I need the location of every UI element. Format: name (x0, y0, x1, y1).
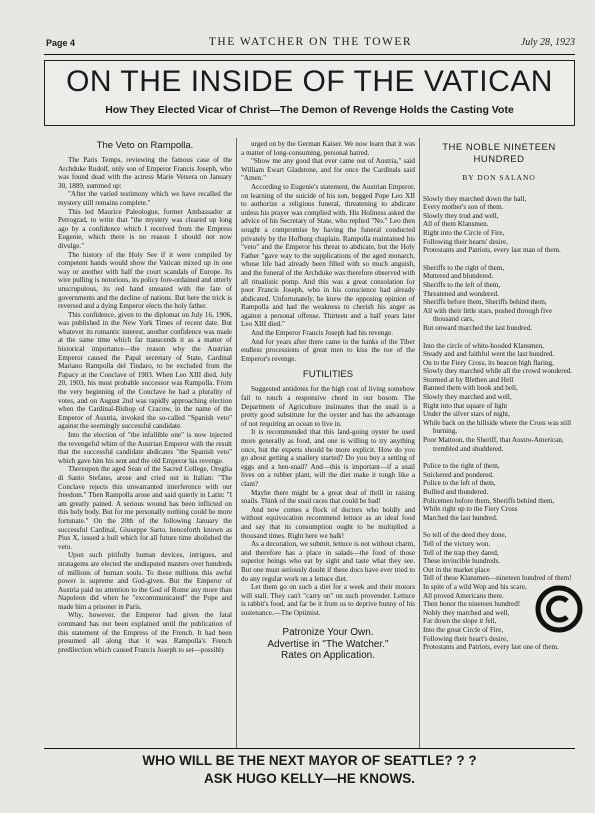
poem-line: In spite of a wild Wop and his scare, (423, 582, 527, 591)
masthead: THE WATCHER ON THE TOWER (208, 36, 413, 48)
poem-line: Tell of the victory won. (423, 539, 491, 548)
headline-box (44, 60, 575, 126)
column-divider (419, 138, 420, 748)
poem-line: Tell of these Klansmen—nineteen hundred of them! (423, 574, 572, 583)
poem-line: Muttered and blundered. (423, 272, 494, 281)
poem-line: Sheriffs to the left of them, (423, 280, 501, 289)
poem-line: Nobly they marched and well, (423, 608, 510, 617)
paragraph: The history of the Holy See if it were compiled by competent hands would show the Vatican mixed up in one way or another with half the court scandals of Europe. Its wire pulling is notorious, its policy fore-ordained and utterly unscrupulous, its red hand smeared with the fate of governments and the decline of nations. But here the trick is reversed and a dying Emperor elects the holy father. (58, 250, 232, 311)
footer-rule (44, 748, 575, 749)
paragraph: Into the election of "the infallible one" is now injected the revengeful whim of the Austrian Emperor with the result that the successful candidate abdicates "the Spanish veto" which gave him his sent and the old Emperor his revenge. (58, 431, 232, 465)
poem-line: Banned them with book and bell, (423, 384, 518, 393)
article-continuation (241, 140, 415, 363)
poem-line: Under the silver stars of night, (423, 410, 510, 419)
poem-line: Steady and and faithful went the last hundred. (423, 350, 555, 359)
poem-line: Stormed at by Blethen and Hell (423, 375, 514, 384)
poem-line: Poor Mattoon, the Sheriff, that Austro-American, trembled and shuddered. (423, 436, 564, 453)
header-rule (44, 54, 575, 55)
poem-stanza (423, 342, 575, 454)
poem-line: Following their heart's desire, (423, 634, 508, 643)
poem-line: Snickered and pondered. (423, 470, 494, 479)
poem-line: Then honor the nineteen hundred! (423, 600, 521, 609)
poem-line: So tell of the deed they done, (423, 531, 507, 540)
poem-line: Sheriffs to the right of them, (423, 263, 505, 272)
paragraph: "After the varied testimony which we have recalled the mystery still remains complete." (58, 190, 232, 207)
paragraph: This led Maurice Paleologue, former Ambassador at Petrograd, to write that "the mystery was cleared up long ago by a confidence which I received from the Empress Eugenie, which there is no reason I should not now divulge." (58, 207, 232, 250)
poem-line: Slowly they marched down the hall, (423, 194, 527, 203)
paragraph: And the Emperor Francis Joseph had his revenge. (251, 329, 393, 338)
paragraph: urged on by the German Kaiser. We now learn that it was a matter of long-consuming, personal hatred. (241, 140, 415, 157)
article-body (241, 385, 415, 617)
poem-line: Police to the right of them, (423, 462, 500, 471)
poem-line: Following their hearts' desire, (423, 237, 508, 246)
paragraph: The Paris Temps, reviewing the famous case of the Archduke Rudolf, only son of Emperor Francis Joseph, who was found dead with the actress Marie Vetsera on January 30, 1889, summed up: (58, 156, 232, 190)
ad-line: Patronize Your Own. (282, 627, 374, 639)
poem-line: On to the Fiery Cross, its beacon high flaring, (423, 358, 554, 367)
poem-line: Marched the last hundred. (423, 513, 498, 522)
paragraph: "Show me any good that ever came out of Austria," said William Ewart Gladstone, and for once the Cardinals said "Amen." (241, 157, 415, 183)
poem-line: Threatened and wondered. (423, 289, 499, 298)
paragraph: And for years after there came to the banks of the Tiber endless processions of great men to kiss the toe of the Emperor's revenge. (241, 337, 415, 363)
paragraph: Maybe there might be a great deal of thrill in raising snails. Think of the snail races that could be had! (241, 488, 415, 506)
poem-line: Police to the left of them, (423, 479, 496, 488)
poem-line: Slowly they marched and well, (423, 393, 512, 402)
poem-line: But onward marched the last hundred. (423, 323, 533, 332)
poem-line: Protestants and Patriots, every last man of them. (423, 246, 561, 255)
poem-line: Right into the Circle of Fire, (423, 228, 505, 237)
ad-line: Advertise in "The Watcher." (267, 638, 389, 650)
paragraph: This confidence, given to the diplomat on July 16, 1906, was published in the New York Times of recent date. But whatever its romantic interest, another confidence was made at the same time which far transcends it as a matter of historical importance—the reason why the Austrian Emperor caused the Papal secretary of State, Cardinal Mariano Rampolla del Tindaro, to be excluded from the Papacy at the Conclave of 1903. When Leo XIII died, July 20, 1903, his most probable successor was Rampolla. From the very beginning of the Conclave he had a plurality of votes, and on August 2nd was rapidly approaching election when the Cardinal-Bishop of Cracow, in the name of the Emperor of Austria, invoked the so-called "Spanish veto" against the seemingly successful candidate. (58, 310, 232, 431)
footer-line: WHO WILL BE THE NEXT MAYOR OF SEATTLE? ? ? (142, 753, 477, 768)
footer-ad (44, 752, 575, 788)
poem-line: Bullied and thundered. (423, 488, 489, 496)
poem-line: Into the circle of white-hooded Klansmen, (423, 341, 544, 350)
article-body (58, 156, 232, 654)
page-number: Page 4 (46, 38, 76, 48)
paragraph: And now comes a flock of doctors who boldly and without equivocation recommend lettuce as an ideal food and say that its consumption ought to be multiplied a thousand times. Right here we balk! (241, 505, 415, 540)
footer-line: ASK HUGO KELLY—HE KNOWS. (203, 771, 416, 786)
column-divider (236, 138, 237, 748)
poem-column (423, 140, 575, 748)
poem-line: Every mother's son of them. (423, 203, 504, 212)
poem-line: All proved Americans there. (423, 591, 504, 600)
advertisement (241, 627, 415, 662)
middle-column (241, 140, 415, 748)
paragraph: It is recommended that this land-going oyster be used more generally as food, and one is willing to try anything once, but the experts should be more explicit. How do you go about getting a snailery started? Do you buy a setting of eggs and a hen-snail? And—this is important—if a snail lives on a rubber plant, will the diet make it tough like a clam? (241, 428, 415, 488)
poem-line: While right up to the Fiery Cross (423, 505, 518, 514)
poem-line: Policemen before them, Sheriffs behind them, (423, 496, 555, 505)
poem-line: Protestants and Patriots, every last one of them. (423, 643, 559, 652)
ad-line: Rates on Application. (281, 650, 375, 662)
paragraph: Suggested antidotes for the high cost of living somehow fail to touch a responsive chord in our bosom. The Department of Agriculture insinuates that the snail is a pretty good substitute for the oyster and has the advantage of not requiring an ocean to live in. (241, 385, 415, 428)
poem-line: Tell of the trap they dared, (423, 548, 499, 557)
page-header (46, 36, 575, 52)
poem-line: Far down the slope it fell, (423, 617, 497, 626)
poem-line: Sheriffs before them, Sheriffs behind them, (423, 298, 547, 307)
poem-line: These invincible hundreds. (423, 557, 501, 566)
poem-line: All of them Klansmen. (423, 220, 489, 229)
paragraph: According to Eugenie's statement, the Austrian Emperor, on learning of the suicide of his son, begged Pope Leo XII to authorize a religious funeral, threatening to abdicate unless his prayer was complied with. His Holiness asked the advice of his Secretary of State, who replied "No." Leo then sought a compromise by having the funeral conducted privately by the Hofburg chaplain. Rampolla maintained his "veto" and the Emperor his threat to abdicate, but the Holy Father "gave way to the supplications of the aged monarch, whose life had already been filled with so much anguish, and the funeral of the Archduke was therefore observed with all ritualistic pomp. And this was a great consolation for poor Francis Joseph, who in his conscience had already abdicated. Unfortunately, he knew the opposing opinion of Rampolla and had the weakness to cherish his anger as against a personal offense. Thirteen and a half years later Leo XIII died." (241, 182, 415, 329)
poem-line: Right into that square of light (423, 401, 508, 410)
poem-author: BY DON SALANO (462, 173, 536, 182)
issue-date: July 28, 1923 (520, 37, 575, 48)
paragraph: Upon such pitifully human devices, intrigues, and stratagems are elected the undisputed masters over hundreds of millions of human souls. To these millions this awful power is supreme and God-given. But the Emperor of Austria paid no attention to the God of Rome any more than Napoleon did when he "excommunicated" the Pope and made him a prisoner in Paris. (58, 551, 232, 611)
poem-stanza (423, 462, 575, 522)
article-veto-column (58, 140, 232, 748)
paragraph: Let them go on such a diet for a week and their motors will stall. They can't "carry on" on such provender. Lettuce is rabbit's food, and far be it from us to deprive bunny of his sustenance.—The Optimist. (241, 583, 415, 617)
headline: ON THE INSIDE OF THE VATICAN (66, 65, 553, 98)
poem-stanza (423, 195, 575, 255)
poem-line: Into the great Circle of Fire, (423, 625, 504, 634)
subheadline: How They Elected Vicar of Christ—The Demon of Revenge Holds the Casting Vote (105, 104, 514, 116)
poem-line: All with their little stars, pushed through five thousand cars, (423, 306, 552, 324)
paragraph: Thereupon the aged Sean of the Sacred College, Oreglia di Santo Stefano, arose and cried out in Italian: "The Conclave rejects this unwarranted interference with our freedom." Then Rampolla arose and said quietly in Latin: "I am greatly pained. A serious wound has been inflicted on this holy body. But for me personally nothing could be more fortunate." On the 20th of the following January the successful Cardinal, Giuseppe Sarto, henceforth known as Pius X, issued a bull which for all future time abolished the veto. (58, 465, 232, 551)
poem-title: THE NOBLE NINETEEN HUNDRED (442, 142, 556, 165)
article-title: The Veto on Rampolla. (96, 140, 194, 151)
poem-line: Out in the market place (423, 565, 491, 574)
paragraph: Why, however, the Emperor had given the fatal command has not been explained until the publication of this statement of the Empress of the French. It had been presumed all along that it was Rampolla's French predilection which caused Francis Joseph to set—possibly (58, 611, 232, 654)
poem-line: While back on the hillside where the Cross was still burning, (423, 418, 572, 436)
poem-line: Slowly they trod and well, (423, 211, 499, 220)
copyright-icon (534, 584, 584, 634)
article-title: FUTILITIES (302, 369, 354, 381)
poem-stanza (423, 264, 575, 333)
poem-line: Slowly they marched while all the crowd wondered. (423, 367, 573, 376)
paragraph: As a decoration, we submit, lettuce is not without charm, and therefore has a place in salads—the food of those superior beings who eat by sight and taste what they see. But one must seriously doubt if these docs have ever tried to do any regular work on a lettuce diet. (241, 540, 415, 583)
